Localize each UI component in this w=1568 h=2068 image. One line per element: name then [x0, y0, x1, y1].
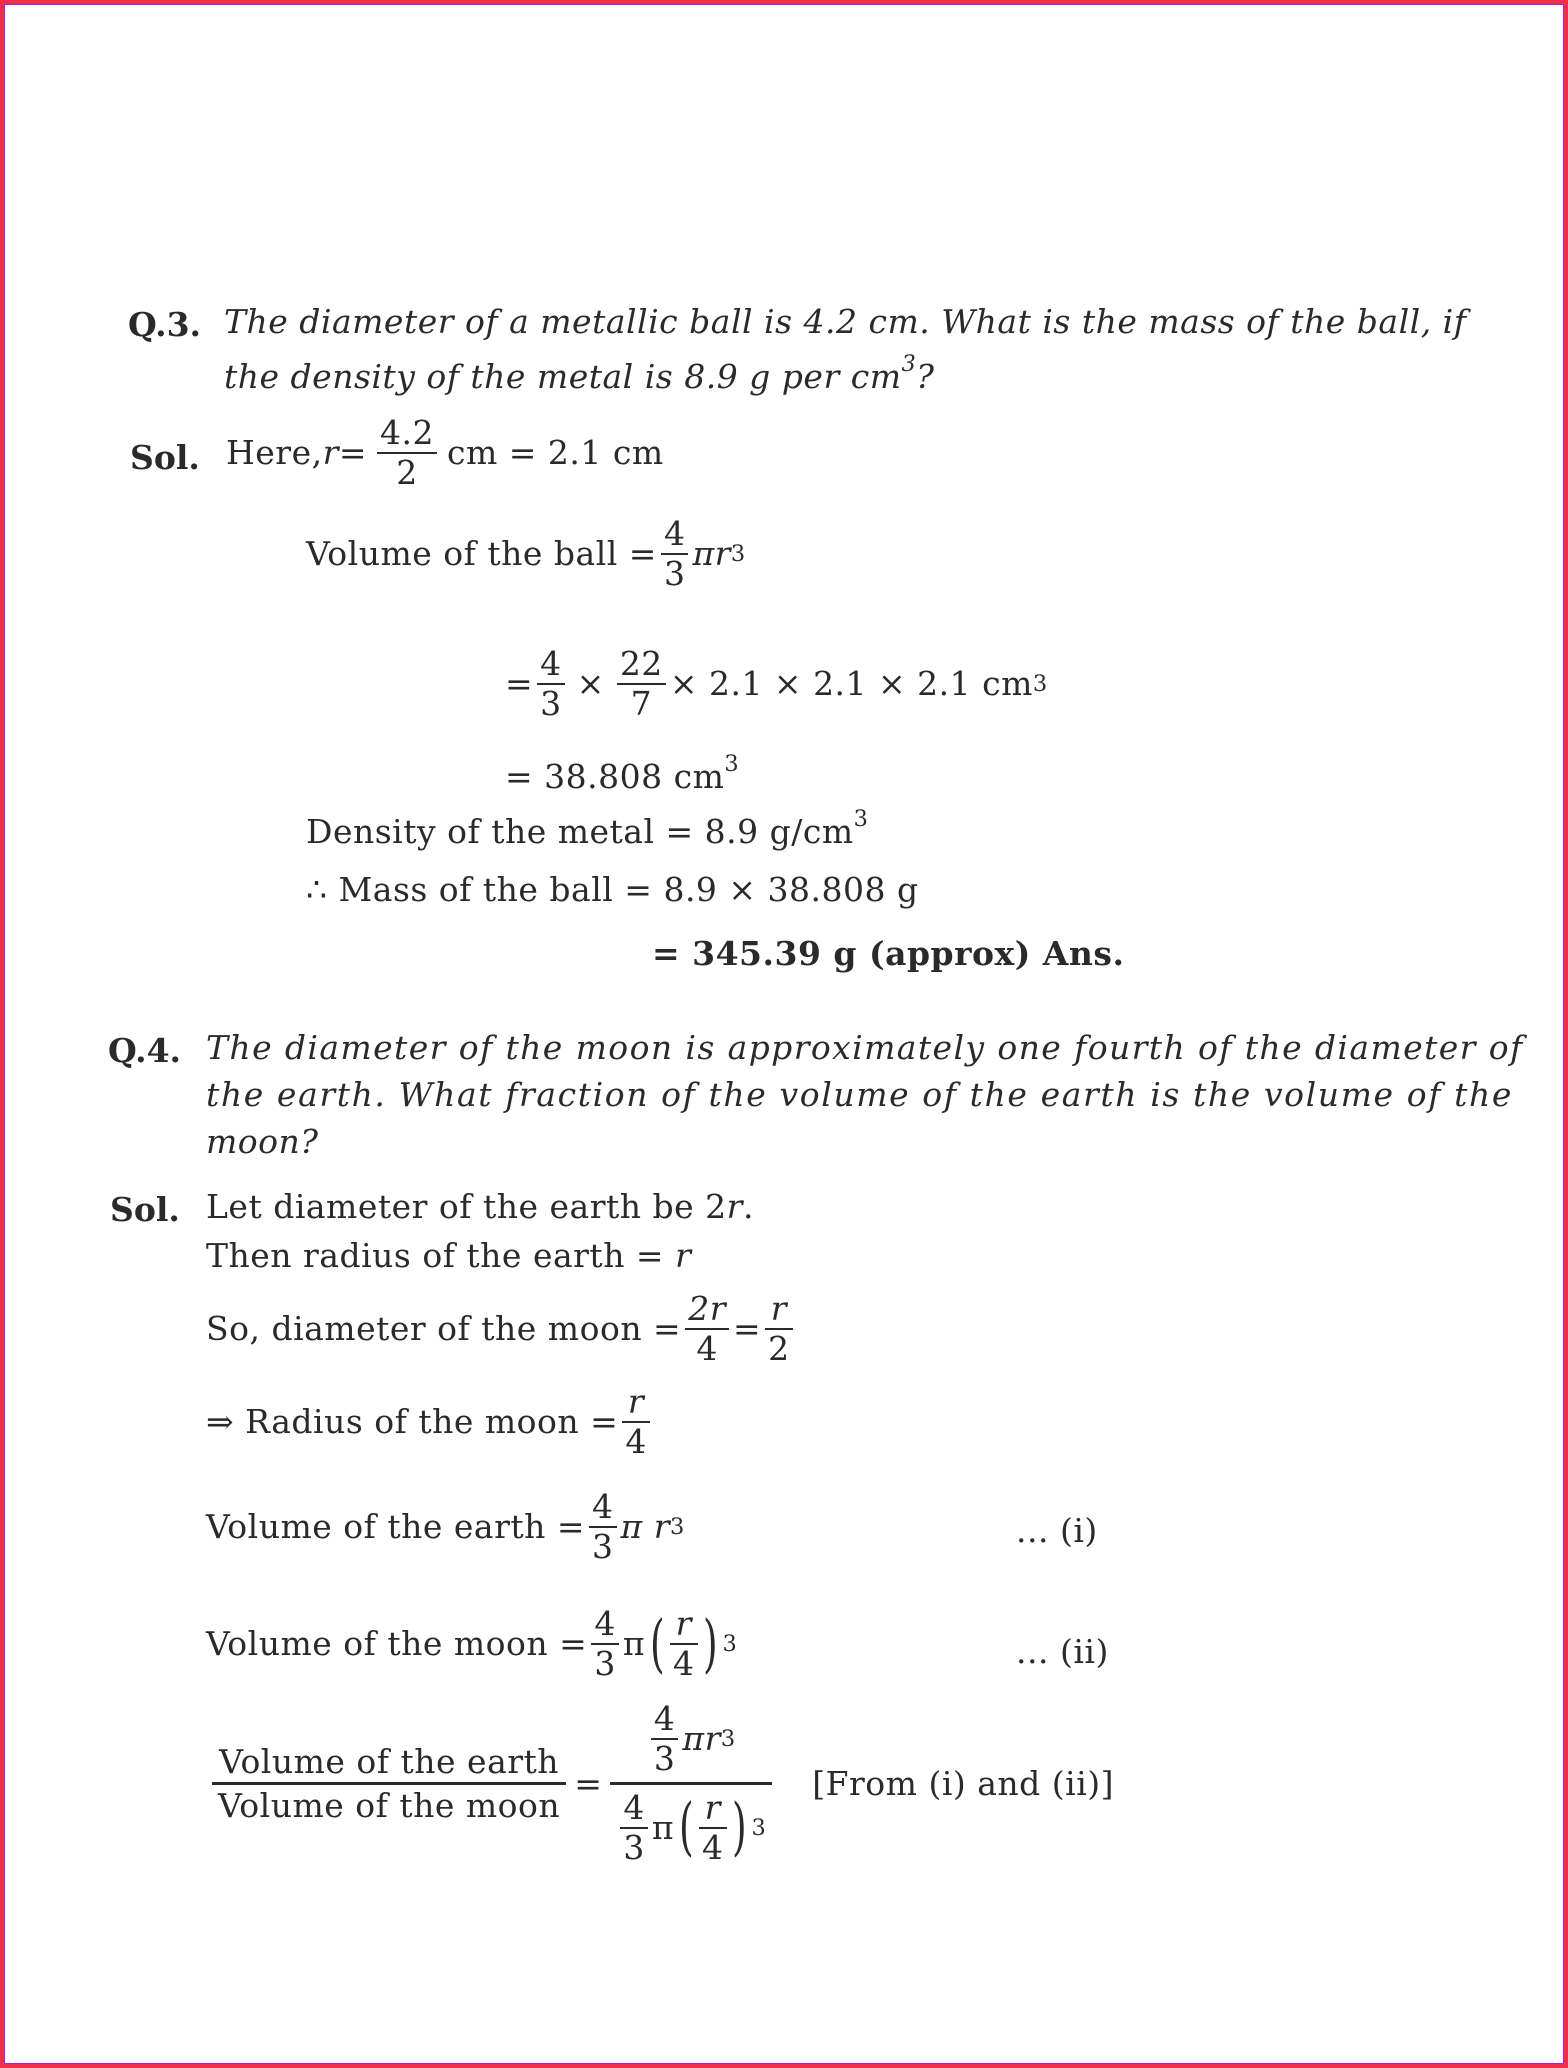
solution-step-moon-diameter: So, diameter of the moon = $\frac{2r}{4}$ = $\frac{r}{2}$ — [206, 1290, 797, 1368]
solution-step-volume-formula: Volume of the ball = $\frac{4}{3}$ πr 3 — [306, 514, 746, 593]
question-text-q4-line1: The diameter of the moon is approximately one fourth of the diameter of — [206, 1028, 1524, 1067]
answer-q3: = 345.39 g (approx) Ans. — [652, 934, 1125, 973]
question-label-q4: Q.4. — [108, 1031, 182, 1070]
solution-step-earth-radius: Then radius of the earth = r — [206, 1236, 692, 1275]
solution-step-moon-radius: ⇒ Radius of the moon = $\frac{r}{4}$ — [206, 1383, 654, 1461]
solution-step-volume-ratio: $\frac{\text{Volume of the earth}}{\text{Volume of the moon}}$ = $\frac{4}{3}$ πr 3 $\frac{4}{3}$ π ( $\frac{r}{4}$ ) 3 [From (i) and (ii)] — [212, 1700, 1114, 1867]
solution-step-density: Density of the metal = 8.9 $g/cm^3$ — [306, 806, 869, 851]
solution-step-moon-volume: Volume of the moon = $\frac{4}{3}$ π ( $\frac{r}{4}$ ) 3 — [206, 1604, 738, 1683]
solution-step-mass: ∴ Mass of the ball = 8.9 × 38.808 g — [306, 870, 919, 909]
solution-label-q4: Sol. — [110, 1190, 180, 1229]
question-text-q4-line2: the earth. What fraction of the volume of the earth is the volume of the — [206, 1075, 1513, 1114]
solution-step-radius: Here, r = $\frac{4.2}{2}$ cm = 2.1 cm — [226, 413, 664, 492]
question-text-q3-line1: The diameter of a metallic ball is 4.2 cm. What is the mass of the ball, if — [224, 302, 1467, 341]
solution-step-volume-substitution: = $\frac{4}{3}$ × $\frac{22}{7}$ × 2.1 × 2.1 × 2.1 cm 3 — [505, 644, 1048, 723]
solution-step-volume-result: = 38.808 $cm^3$ — [505, 751, 740, 796]
reference-note: [From (i) and (ii)] — [812, 1763, 1115, 1803]
equation-tag-ii: ... (ii) — [1016, 1632, 1109, 1671]
equation-tag-i: ... (i) — [1016, 1511, 1098, 1550]
question-label-q3: Q.3. — [128, 305, 202, 344]
solution-label-q3: Sol. — [130, 438, 200, 477]
solution-step-earth-diameter: Let diameter of the earth be 2r. — [206, 1187, 754, 1226]
question-text-q4-line3: moon? — [206, 1122, 319, 1161]
question-text-q3-line2: the density of the metal is 8.9 g per $cm^3$? — [224, 351, 935, 396]
solution-step-earth-volume: Volume of the earth = $\frac{4}{3}$ π r 3 — [206, 1487, 685, 1566]
